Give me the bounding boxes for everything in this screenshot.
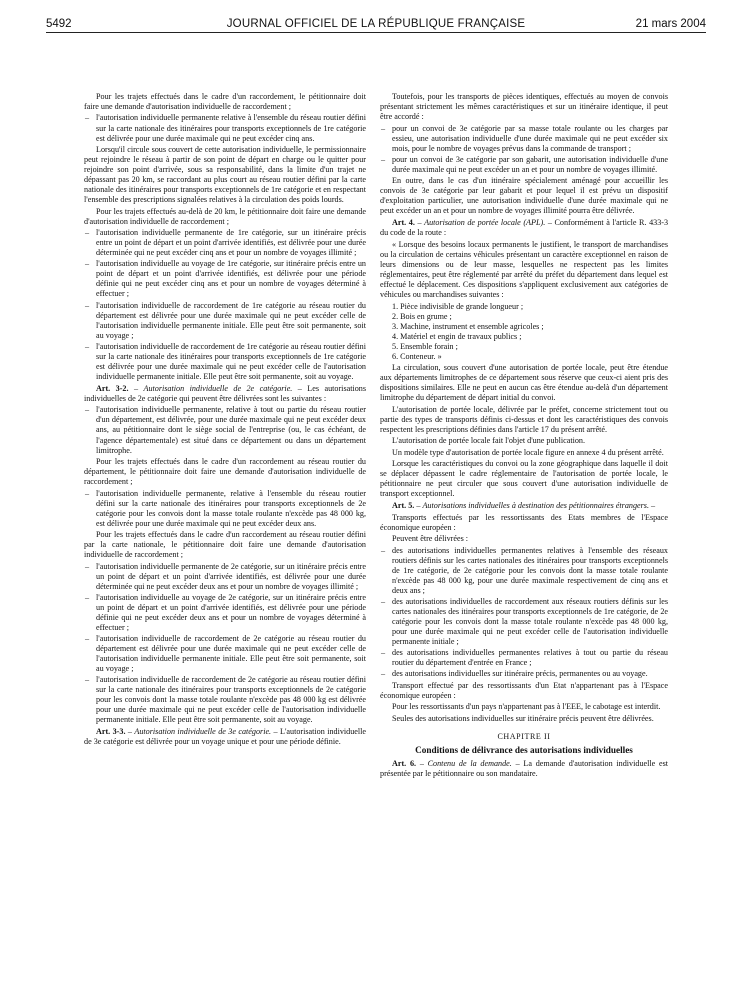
paragraph: Toutefois, pour les transports de pièces identiques, effectués au moyen de convois présentant strictement les mêmes caractéristiques et sur un itinéraire identique, il peut être accordé :: [380, 92, 668, 122]
paragraph: L'autorisation de portée locale fait l'objet d'une publication.: [392, 436, 586, 446]
paragraph: Seules des autorisations individuelles sur itinéraire précis peuvent être délivrées.: [392, 713, 654, 723]
article-title: Autorisation individuelle de 3e catégorie.: [134, 727, 272, 737]
article-number: Art. 3-3.: [96, 727, 126, 737]
journal-title: JOURNAL OFFICIEL DE LA RÉPUBLIQUE FRANÇAISE: [226, 18, 526, 30]
dash-list: [84, 405, 366, 455]
article-4: Art. 4. – Autorisation de portée locale (APL). – Conformément à l'article R. 433-3 du code de la route :: [380, 218, 669, 238]
paragraph: Peuvent être délivrées :: [392, 534, 469, 544]
paragraph: Transports effectués par les ressortissants des Etats membres de l'Espace économique européen :: [380, 512, 668, 532]
paragraph: En outre, dans le cas d'un itinéraire spécialement aménagé pour accueillir les convois de 3e catégorie par leur gabarit et pour lequel il est prévu un dispositif d'exploitation particulier, une autorisation individuelle d'une durée maximale qui ne peut excéder un an et pour un nombre de voyages illimité pourra être délivrée.: [380, 176, 668, 216]
list-item: – pour un convoi de 3e catégorie par sa masse totale roulante ou les charges par essieu, une autorisation individuelle d'une durée maximale qui ne peut excéder six mois, pour le nombre de voyages prévus dans la commande de transport ;: [392, 124, 668, 154]
paragraph: La circulation, sous couvert d'une autorisation de portée locale, peut être étendue aux départements limitrophes de ce département sous réserve que ceux-ci aient pris des dispositions similaires. Elle ne peut en aucun cas être étendue au-delà d'un département limitrophe du département de départ initial du convoi.: [380, 363, 668, 403]
list-item: – l'autorisation individuelle de raccordement de 2e catégorie au réseau routier du département est délivrée pour une durée maximale qui ne peut excéder celle de l'autorisation individuelle permanente initiale. Elle peut être soit permanente, soit au voyage ;: [96, 634, 366, 674]
article-title: Autorisations individuelles à destination des pétitionnaires étrangers.: [422, 501, 649, 511]
paragraph: Lorsque les caractéristiques du convoi ou la zone géographique dans laquelle il doit se déplacer dépassent le cadre réglementaire de l'autorisation de portée locale, le pétitionnaire ne peut circuler que sous couvert d'une autorisation individuelle de transport exceptionnel.: [380, 459, 668, 499]
list-item: 3. Machine, instrument et ensemble agricoles ;: [392, 321, 544, 331]
chapter-heading: CHAPITRE II: [497, 731, 551, 741]
list-item: – l'autorisation individuelle permanente, relative à l'ensemble du réseau routier défini sur la carte nationale des itinéraires pour transports exceptionnels de 2e catégorie pour les convois dont la masse totale roulante n'excède pas 48 000 kg, est délivrée pour une durée maximale qui ne peut excéder deux ans.: [96, 489, 366, 529]
article-3-3: Art. 3-3. – Autorisation individuelle de 3e catégorie. – L'autorisation individuelle de 3e catégorie est délivrée pour un voyage unique et pour une période définie.: [84, 727, 367, 747]
paragraph: Transport effectué par des ressortissants d'un Etat n'appartenant pas à l'Espace économique européen :: [380, 680, 668, 700]
right-column: [380, 92, 668, 780]
list-item: – l'autorisation individuelle de raccordement de 1re catégorie au réseau routier du département est délivrée pour une durée maximale qui ne peut excéder celle de l'autorisation individuelle permanente initiale. Elle peut être soit permanente, soit au voyage ;: [96, 301, 366, 341]
list-item: 5. Ensemble forain ;: [392, 341, 458, 351]
dash-list: [84, 113, 366, 143]
list-item: – l'autorisation individuelle de raccordement de 2e catégorie au réseau routier défini sur la carte nationale des itinéraires pour transports exceptionnels de 2e catégorie pour les convois dont la masse totale roulante n'excède pas 48 000 kg est délivrée pour une durée maximale qui ne peut excéder celle de l'autorisation individuelle permanente initiale. Elle peut être soit permanente, soit au voyage.: [96, 675, 366, 725]
article-title: Contenu de la demande.: [427, 758, 512, 768]
article-number: Art. 3-2.: [96, 383, 129, 393]
list-item: – l'autorisation individuelle au voyage de 1re catégorie, sur itinéraire précis entre un point de départ et un point d'arrivée identifiés, est délivrée pour une période définie qui ne peut excéder cinq ans et pour un nombre de voyages déterminé à effectuer ;: [96, 259, 366, 299]
list-item: – l'autorisation individuelle permanente relative à l'ensemble du réseau routier défini sur la carte nationale des itinéraires pour transports exceptionnels de 1re catégorie est délivrée pour une durée maximale qui ne peut excéder cinq ans.: [96, 113, 366, 143]
list-item: – l'autorisation individuelle permanente de 1re catégorie, sur un itinéraire précis entre un point de départ et un point d'arrivée identifiés, est délivrée pour une durée déterminée qui ne peut excéder cinq ans et pour un nombre de voyages illimité ;: [96, 228, 366, 258]
chapter-title: Conditions de délivrance des autorisations individuelles: [415, 744, 633, 755]
article-5: Art. 5. – Autorisations individuelles à destination des pétitionnaires étrangers. –: [392, 501, 656, 511]
left-column: [84, 92, 366, 749]
paragraph: Pour les ressortissants d'un pays n'appartenant pas à l'EEE, le cabotage est interdit.: [392, 702, 661, 712]
list-item: – l'autorisation individuelle au voyage de 2e catégorie, sur un itinéraire précis entre un point de départ et un point d'arrivée identifiés, est délivrée pour une période définie qui ne peut excéder deux ans et pour un nombre de voyages déterminé à effectuer ;: [96, 593, 366, 633]
list-item: – des autorisations individuelles sur itinéraire précis, permanentes ou au voyage.: [392, 669, 668, 679]
article-text: – Les autorisations individuelles de 2e catégorie qui peuvent être délivrées sont les suivantes :: [84, 383, 367, 403]
list-item: 1. Pièce indivisible de grande longueur ;: [392, 301, 524, 311]
article-title: Autorisation de portée locale (APL).: [424, 218, 546, 228]
list-item: 6. Conteneur. »: [392, 351, 442, 361]
list-item: – des autorisations individuelles de raccordement aux réseaux routiers définis sur les cartes nationales des itinéraires pour transports exceptionnels de 1re catégorie, de 2e catégorie pour les convois dont la masse totale roulante n'excède pas 48 000 kg, pour une durée maximale qui ne peut excéder celle de l'autorisation individuelle permanente initiale ;: [392, 597, 668, 647]
article-number: Art. 4.: [392, 218, 415, 228]
paragraph: Pour les trajets effectués dans le cadre d'un raccordement au réseau routier défini par la carte nationale, le pétitionnaire doit faire une demande d'autorisation individuelle de raccordement ;: [84, 530, 366, 560]
list-item: – l'autorisation individuelle de raccordement de 1re catégorie au réseau routier défini sur la carte nationale des itinéraires pour transports exceptionnels de 1re catégorie est délivrée pour une durée maximale qui ne peut excéder celle de l'autorisation individuelle permanente initiale. Elle peut être soit permanente, soit au voyage.: [96, 342, 366, 382]
list-item: – des autorisations individuelles permanentes relatives à tout ou partie du réseau routier du département d'entrée en France ;: [392, 648, 668, 668]
dash-list: [84, 228, 366, 382]
article-6: Art. 6. – Contenu de la demande. – La demande d'autorisation individuelle est présentée par le pétitionnaire ou son mandataire.: [380, 758, 669, 778]
list-item: – des autorisations individuelles permanentes relatives à l'ensemble des réseaux routiers définis sur les cartes nationales des itinéraires pour transports exceptionnels de 1re catégorie, de 2e catégorie pour les convois dont la masse totale roulante n'excède pas 48 000 kg, pour une durée maximale respectivement de cinq ans et deux ans ;: [392, 546, 668, 596]
page-number: 5492: [46, 18, 72, 30]
dash-list: [380, 546, 668, 680]
dash-list: [84, 489, 366, 529]
paragraph: L'autorisation de portée locale, délivrée par le préfet, concerne strictement tout ou partie des types de transports définis ci-dessus et dont les caractéristiques des convois respectent les prescriptions définies dans l'article 17 du présent arrêté.: [380, 404, 668, 434]
header-rule: [46, 32, 706, 33]
list-item: 2. Bois en grume ;: [392, 311, 452, 321]
article-text: –: [651, 501, 656, 511]
list-item: 4. Matériel et engin de travaux publics ;: [392, 331, 522, 341]
paragraph: Lorsqu'il circule sous couvert de cette autorisation individuelle, le permissionnaire peut rejoindre le réseau à partir de son point de départ en charge ou le quitter pour rejoindre son point d'arrivée, sous sa responsabilité, dans la limite d'un trajet ne dépassant pas 20 km, se raccordant au plus court au réseau routier défini par la carte nationale des itinéraires pour transports exceptionnels de 1re catégorie et en respectant l'ensemble des prescriptions signalées relatives à la circulation des poids lourds.: [84, 145, 366, 205]
dash-list: [380, 124, 668, 175]
article-text: – L'autorisation individuelle de 3e catégorie est délivrée pour un voyage unique et pour une période définie.: [84, 727, 367, 747]
article-number: Art. 6.: [392, 758, 417, 768]
paragraph: Pour les trajets effectués dans le cadre d'un raccordement, le pétitionnaire doit faire une demande d'autorisation individuelle de raccordement ;: [84, 92, 366, 112]
list-item: – l'autorisation individuelle permanente de 2e catégorie, sur un itinéraire précis entre un point de départ et un point d'arrivée identifiés, est délivrée pour une durée déterminée qui ne peut excéder deux ans et pour un nombre de voyages illimité ;: [96, 562, 366, 592]
paragraph: Un modèle type d'autorisation de portée locale figure en annexe 4 du présent arrêté.: [392, 447, 664, 457]
article-text: – Conformément à l'article R. 433-3 du code de la route :: [380, 218, 669, 238]
article-text: – La demande d'autorisation individuelle est présentée par le pétitionnaire ou son mandataire.: [380, 758, 669, 778]
article-title: Autorisation individuelle de 2e catégorie.: [143, 383, 293, 393]
article-3-2: Art. 3-2. – Autorisation individuelle de 2e catégorie. – Les autorisations individuelles de 2e catégorie qui peuvent être délivrées sont les suivantes :: [84, 383, 367, 403]
numbered-list: [380, 302, 668, 362]
paragraph: Pour les trajets effectués au-delà de 20 km, le pétitionnaire doit faire une demande d'autorisation individuelle de raccordement ;: [84, 206, 366, 226]
article-number: Art. 5.: [392, 501, 415, 511]
list-item: – pour un convoi de 3e catégorie par son gabarit, une autorisation individuelle d'une durée maximale qui ne peut excéder un an et pour un nombre de voyages illimité.: [392, 155, 668, 175]
list-item: – l'autorisation individuelle permanente, relative à tout ou partie du réseau routier d'un département, est délivrée, pour une durée maximale qui ne peut excéder deux ans, au pétitionnaire dont le siège social de l'entreprise (ou, le cas échéant, de l'agence départementale) est situé dans ce département ou dans un département limitrophe.: [96, 405, 366, 455]
dash-list: [84, 562, 366, 726]
page-header: [46, 14, 706, 34]
paragraph: Pour les trajets effectués dans le cadre d'un raccordement au réseau routier du département, le pétitionnaire doit faire une demande d'autorisation individuelle de raccordement ;: [84, 456, 366, 487]
paragraph: « Lorsque des besoins locaux permanents le justifient, le transport de marchandises ou la circulation de certains véhicules présentant un caractère exceptionnel en raison de leurs dimensions ou de leur masse, lesquelles ne respectent pas les limites réglementaires, peut être réglementé par arrêté du préfet du département dans lequel est effectué le déplacement. Ces dispositions s'appliquent exclusivement aux catégories de véhicules ou marchandises suivantes :: [380, 239, 668, 300]
issue-date: 21 mars 2004: [635, 18, 706, 30]
